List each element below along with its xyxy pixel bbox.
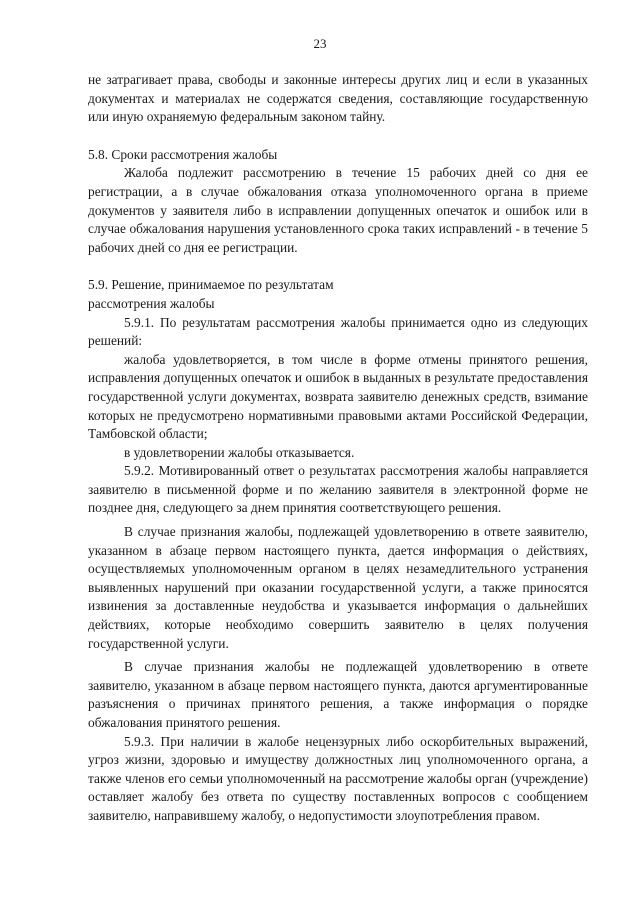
paragraph-5-9-2-rejected: В случае признания жалобы не подлежащей удовлетворению в ответе заявителю, указанном в абзаце первом настоящего пункта, даются аргументированные разъяснения о причинах принятого решения, а также информация о порядке обжалования принятого решения. [88, 659, 588, 730]
paragraph-5-8: Жалоба подлежит рассмотрению в течение 15 рабочих дней со дня ее регистрации, а в случае обжалования отказа уполномоченного органа в приеме документов у заявителя либо в исправлении допущенных опечаток и ошибок или в случае обжалования нарушения установленного срока таких исправлений - в течение 5 рабочих дней со дня ее регистрации. [88, 165, 588, 255]
section-heading-5-9-line1: 5.9. Решение, принимаемое по результатам [88, 277, 334, 293]
paragraph-5-9-2: 5.9.2. Мотивированный ответ о результатах рассмотрения жалобы направляется заявителю в письменной форме и по желанию заявителя в электронной форме не позднее дня, следующего за днем принятия соответствующего решения. [88, 463, 588, 516]
paragraph-5-9-1-option-a: жалоба удовлетворяется, в том числе в форме отмены принятого решения, исправления допущенных опечаток и ошибок в выданных в результате предоставления государственной услуги документах, возврата заявителю денежных средств, взимание которых не предусмотрено нормативными правовыми актами Российской Федерации, Тамбовской области; [88, 351, 588, 442]
paragraph-5-9-1: 5.9.1. По результатам рассмотрения жалобы принимается одно из следующих решений: [88, 314, 588, 349]
paragraph-5-9-3: 5.9.3. При наличии в жалобе нецензурных либо оскорбительных выражений, угроз жизни, здоровью и имуществу должностных лиц уполномоченного органа, а также членов его семьи уполномоченный на рассмотрение жалобы орган (учреждение) оставляет жалобу без ответа по существу поставленных вопросов с сообщением заявителю, направившему жалобу, о недопустимости злоупотребления правом. [88, 733, 588, 823]
paragraph-continuation: не затрагивает права, свободы и законные интересы других лиц и если в указанных документах и материалах не содержатся сведения, составляющие государственную или иную охраняемую федеральным законом тайну. [88, 72, 588, 125]
spacer [88, 257, 588, 276]
page-number: 23 [313, 36, 327, 51]
section-heading-5-9-line2: рассмотрения жалобы [88, 295, 215, 311]
paragraph-5-9-1-option-b: в удовлетворении жалобы отказывается. [124, 444, 355, 460]
spacer [88, 127, 588, 146]
document-body [88, 71, 588, 826]
paragraph-5-9-2-satisfied: В случае признания жалобы, подлежащей удовлетворению в ответе заявителю, указанном в абзаце первом настоящего пункта, дается информация о действиях, осуществляемых уполномоченным органом в целях незамедлительного устранения выявленных нарушений при оказании государственной услуги, а также приносятся извинения за доставленные неудобства и указывается информация о дальнейших действиях, которые необходимо совершить заявителю в целях получения государственной услуги. [88, 524, 588, 651]
section-heading-5-8: 5.8. Сроки рассмотрения жалобы [88, 146, 278, 162]
